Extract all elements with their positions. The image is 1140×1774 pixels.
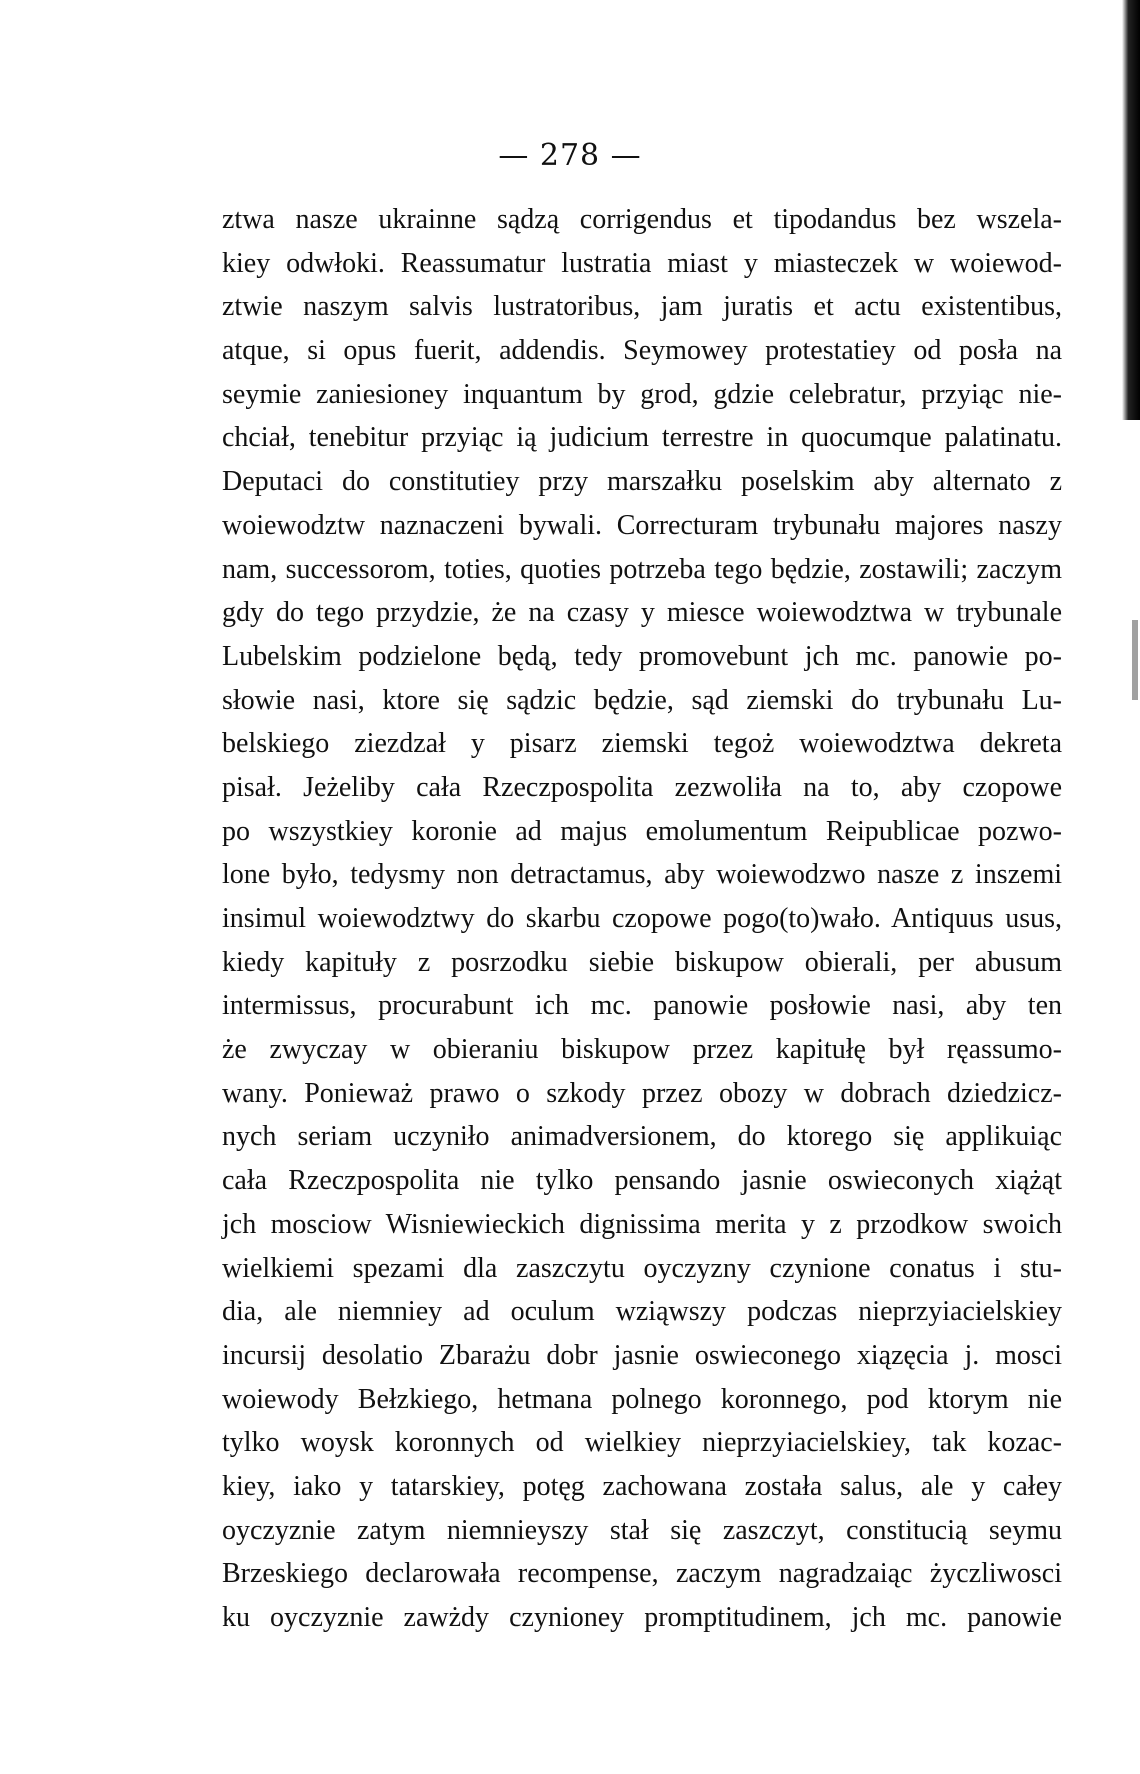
- text-line: cała Rzeczpospolita nie tylko pensando jasnie oswieconych xiążąt: [222, 1165, 1062, 1197]
- text-line: nam, successorom, toties, quoties potrzeba tego będzie, zostawili; zaczym: [222, 553, 1062, 585]
- text-line: gdy do tego przydzie, że na czasy y miesce woiewodztwa w trybunale: [222, 597, 1062, 629]
- text-line: nych seriam uczyniło animadversionem, do ktorego się applikuiąc: [222, 1121, 1062, 1153]
- text-line: pisał. Jeżeliby cała Rzeczpospolita zezwoliła na to, aby czopowe: [222, 771, 1062, 803]
- text-line: seymie zaniesioney inquantum by grod, gdzie celebratur, przyiąc nie-: [222, 378, 1062, 410]
- text-line: Brzeskiego declarowała recompense, zaczym nagradzaiąc życzliwosci: [222, 1558, 1062, 1590]
- text-line: woiewodztw naznaczeni bywali. Correcturam trybunału majores naszy: [222, 509, 1062, 541]
- text-line: kiedy kapituły z posrzodku siebie biskupow obierali, per abusum: [222, 946, 1062, 978]
- text-line: tylko woysk koronnych od wielkiey nieprzyiacielskiey, tak kozac-: [222, 1427, 1062, 1459]
- text-line: intermissus, procurabunt ich mc. panowie posłowie nasi, aby ten: [222, 990, 1062, 1022]
- text-line: woiewody Bełzkiego, hetmana polnego koronnego, pod ktorym nie: [222, 1383, 1062, 1415]
- text-line: kiey odwłoki. Reassumatur lustratia miast y miasteczek w woiewod-: [222, 247, 1062, 279]
- text-line: chciał, tenebitur przyiąc ią judicium terrestre in quocumque palatinatu.: [222, 422, 1062, 454]
- page-number: — 278 —: [498, 138, 642, 173]
- scan-edge-shadow: [1122, 0, 1140, 420]
- text-line: Lubelskim podzielone będą, tedy promovebunt jch mc. panowie po-: [222, 640, 1062, 672]
- text-line: oyczyznie zatym niemnieyszy stał się zaszczyt, constitucią seymu: [222, 1514, 1062, 1546]
- text-line: ztwie naszym salvis lustratoribus, jam juratis et actu existentibus,: [222, 291, 1062, 323]
- body-text: [222, 198, 1062, 1640]
- text-line: atque, si opus fuerit, addendis. Seymowey protestatiey od posła na: [222, 335, 1062, 367]
- text-line: ztwa nasze ukrainne sądzą corrigendus et tipodandus bez wszela-: [222, 204, 1062, 235]
- text-line: kiey, iako y tatarskiey, potęg zachowana została salus, ale y całey: [222, 1470, 1062, 1502]
- text-line: wielkiemi spezami dla zaszczytu oyczyzny czynione conatus i stu-: [222, 1252, 1062, 1284]
- text-line: ku oyczyznie zawżdy czynioney promptitudinem, jch mc. panowie: [222, 1602, 1062, 1633]
- text-line: insimul woiewodztwy do skarbu czopowe pogo(to)wało. Antiquus usus,: [222, 903, 1062, 934]
- text-line: Deputaci do constitutiey przy marszałku poselskim aby alternato z: [222, 466, 1062, 498]
- text-line: belskiego ziezdzał y pisarz ziemski tegoż woiewodztwa dekreta: [222, 728, 1062, 760]
- text-line: dia, ale niemniey ad oculum wziąwszy podczas nieprzyiacielskiey: [222, 1296, 1062, 1328]
- text-line: że zwyczay w obieraniu biskupow przez kapitułę był ręassumo-: [222, 1034, 1062, 1066]
- text-line: słowie nasi, ktore się sądzic będzie, sąd ziemski do trybunału Lu-: [222, 684, 1062, 716]
- text-line: po wszystkiey koronie ad majus emolumentum Reipublicae pozwo-: [222, 815, 1062, 847]
- text-line: lone było, tedysmy non detractamus, aby woiewodzwo nasze z inszemi: [222, 859, 1062, 891]
- text-line: wany. Ponieważ prawo o szkody przez obozy w dobrach dziedzicz-: [222, 1077, 1062, 1109]
- text-line: incursij desolatio Zbarażu dobr jasnie oswieconego xiązęcia j. mosci: [222, 1339, 1062, 1371]
- text-line: jch mosciow Wisniewieckich dignissima merita y z przodkow swoich: [222, 1208, 1062, 1240]
- scan-edge-mark: [1132, 620, 1138, 700]
